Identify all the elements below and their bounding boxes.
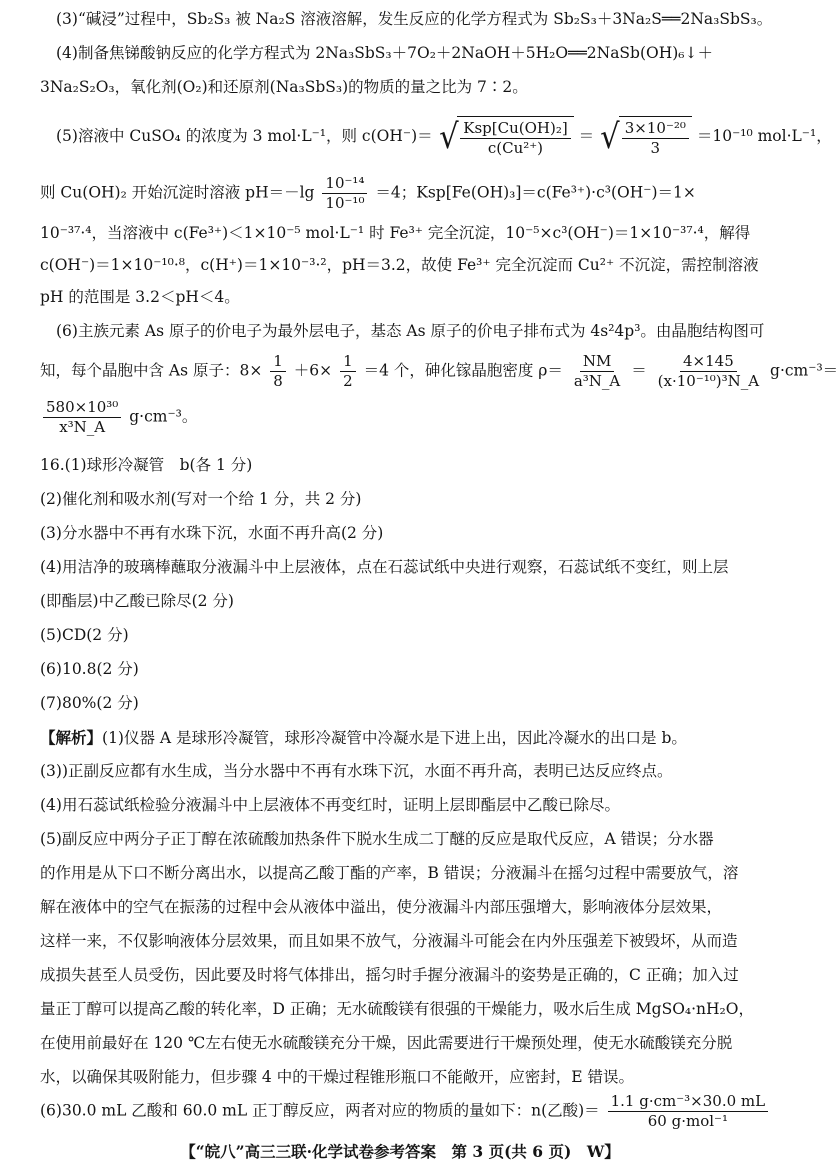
analysis-4: (4)用石蕊试纸检验分液漏斗中上层液体不再变红时，证明上层即酯层中乙酸已除尽。 bbox=[40, 796, 620, 814]
denominator: (x·10⁻¹⁰)³N_A bbox=[657, 371, 760, 390]
denominator: 8 bbox=[273, 371, 283, 390]
denominator: 60 g·mol⁻¹ bbox=[647, 1111, 728, 1130]
answer-6-line3 bbox=[40, 398, 752, 437]
analysis-5-line5: 成损失甚至人员受伤，因此要及时将气体排出，摇匀时手握分液漏斗的姿势是正确的，C 正确；加入过 bbox=[40, 966, 739, 984]
numerator: 4×145 bbox=[680, 352, 737, 372]
analysis-5-line2: 的作用是从下口不断分离出水，以提高乙酸丁酯的产率，B 错误；分液漏斗在摇匀过程中需要放气，溶 bbox=[40, 864, 739, 882]
q16-answer-1: 16.(1)球形冷凝管 b(各 1 分) bbox=[40, 456, 253, 474]
fraction bbox=[322, 174, 367, 213]
numerator: 1 bbox=[340, 352, 356, 372]
answer-4-line1: (4)制备焦锑酸钠反应的化学方程式为 2Na₃SbS₃＋7O₂＋2NaOH＋5H₂O══2NaSb(OH)₆↓＋ bbox=[56, 44, 713, 62]
q16-answer-6: (6)10.8(2 分) bbox=[40, 660, 139, 678]
text-segment: (5)溶液中 CuSO₄ 的浓度为 3 mol·L⁻¹，则 c(OH⁻)＝ bbox=[56, 126, 433, 145]
answer-5-line4: c(OH⁻)＝1×10⁻¹⁰·⁸，c(H⁺)＝1×10⁻³·²，pH＝3.2，故使 Fe³⁺ 完全沉淀而 Cu²⁺ 不沉淀，需控制溶液 bbox=[40, 256, 759, 274]
q16-answer-7: (7)80%(2 分) bbox=[40, 694, 139, 712]
numerator: NM bbox=[580, 352, 614, 372]
equals: ＝ bbox=[578, 126, 595, 145]
q16-answer-4-line2: (即酯层)中乙酸已除尽(2 分) bbox=[40, 592, 234, 610]
analysis-3: (3))正副反应都有水生成，当分水器中不再有水珠下沉，水面不再升高，表明已达反应终点。 bbox=[40, 762, 673, 780]
numerator: 10⁻¹⁴ bbox=[322, 174, 367, 194]
analysis-1 bbox=[40, 726, 752, 750]
denominator: 10⁻¹⁰ bbox=[325, 193, 365, 212]
analysis-label: 【解析】 bbox=[40, 728, 103, 747]
text-segment: 知，每个晶胞中含 As 原子：8× bbox=[40, 361, 263, 380]
numerator: 580×10³⁰ bbox=[43, 398, 121, 418]
text-segment: ＋6× bbox=[293, 361, 333, 380]
numerator: 3×10⁻²⁰ bbox=[622, 119, 689, 139]
text-segment: g·cm⁻³。 bbox=[129, 407, 198, 426]
answer-5-line2 bbox=[40, 174, 752, 213]
answer-5-line1 bbox=[56, 116, 832, 158]
text-segment: ＝10⁻¹⁰ mol·L⁻¹， bbox=[696, 126, 832, 145]
fraction bbox=[460, 119, 570, 158]
numerator: 1 bbox=[270, 352, 286, 372]
denominator: c(Cu²⁺) bbox=[487, 138, 544, 157]
q16-answer-5: (5)CD(2 分) bbox=[40, 626, 129, 644]
q16-answer-4-line1: (4)用洁净的玻璃棒蘸取分液漏斗中上层液体，点在石蕊试纸中央进行观察，石蕊试纸不变红，则上层 bbox=[40, 558, 729, 576]
analysis-5-line6: 量正丁醇可以提高乙酸的转化率，D 正确；无水硫酸镁有很强的干燥能力，吸水后生成 MgSO₄·nH₂O， bbox=[40, 1000, 754, 1018]
answer-6-line1: (6)主族元素 As 原子的价电子为最外层电子，基态 As 原子的价电子排布式为 4s²4p³。由晶胞结构图可 bbox=[56, 322, 765, 340]
sqrt-expression: √ $\frac{\text{Ksp[Cu(OH)₂]}}{\text{c(Cu²⁺)}}$ bbox=[438, 116, 574, 158]
denominator: a³N_A bbox=[573, 371, 621, 390]
text-segment: ＝4；Ksp[Fe(OH)₃]＝c(Fe³⁺)·c³(OH⁻)＝1× bbox=[375, 183, 696, 202]
text-segment: (1)仪器 A 是球形冷凝管，球形冷凝管中冷凝水是下进上出，因此冷凝水的出口是 b。 bbox=[102, 729, 687, 747]
q16-answer-2: (2)催化剂和吸水剂(写对一个给 1 分，共 2 分) bbox=[40, 490, 362, 508]
answer-6-line2 bbox=[40, 352, 838, 391]
fraction bbox=[571, 352, 623, 391]
analysis-6-line1 bbox=[40, 1092, 766, 1131]
analysis-5-line8: 水，以确保其吸附能力，但步骤 4 中的干燥过程锥形瓶口不能敞开，应密封，E 错误。 bbox=[40, 1068, 634, 1086]
answer-5-line3: 10⁻³⁷·⁴，当溶液中 c(Fe³⁺)＜1×10⁻⁵ mol·L⁻¹ 时 Fe³⁺ 完全沉淀，10⁻⁵×c³(OH⁻)＝1×10⁻³⁷·⁴，解得 bbox=[40, 224, 751, 242]
sqrt-expression: √ $\frac{\text{3×10⁻²⁰}}{3}$ bbox=[599, 116, 692, 158]
q16-answer-3: (3)分水器中不再有水珠下沉，水面不再升高(2 分) bbox=[40, 524, 384, 542]
analysis-5-line7: 在使用前最好在 120 ℃左右使无水硫酸镁充分干燥，因此需要进行干燥预处理，使无水硫酸镁充分脱 bbox=[40, 1034, 733, 1052]
analysis-5-line3: 解在液体中的空气在振荡的过程中会从液体中溢出，使分液漏斗内部压强增大，影响液体分层效果， bbox=[40, 898, 723, 916]
fraction bbox=[270, 352, 286, 391]
analysis-5-line4: 这样一来，不仅影响液体分层效果，而且如果不放气，分液漏斗可能会在内外压强差下被毁坏，从而造 bbox=[40, 932, 738, 950]
fraction bbox=[655, 352, 762, 391]
denominator: 3 bbox=[650, 138, 661, 157]
denominator: 2 bbox=[343, 371, 353, 390]
numerator: Ksp[Cu(OH)₂] bbox=[460, 119, 570, 139]
fraction bbox=[340, 352, 356, 391]
answer-4-line2: 3Na₂S₂O₃，氧化剂(O₂)和还原剂(Na₃SbS₃)的物质的量之比为 7∶2。 bbox=[40, 78, 528, 96]
page-footer: 【“皖八”高三三联·化学试卷参考答案 第 3 页(共 6 页) W】 bbox=[180, 1142, 620, 1161]
numerator: 1.1 g·cm⁻³×30.0 mL bbox=[608, 1092, 768, 1112]
text-segment: g·cm⁻³＝ bbox=[770, 361, 838, 380]
fraction bbox=[622, 119, 689, 158]
fraction bbox=[43, 398, 121, 437]
text-segment: 则 Cu(OH)₂ 开始沉淀时溶液 pH＝－lg bbox=[40, 183, 315, 202]
fraction bbox=[608, 1092, 768, 1131]
text-segment: (6)30.0 mL 乙酸和 60.0 mL 正丁醇反应，两者对应的物质的量如下：n(乙酸)＝ bbox=[40, 1101, 600, 1120]
answer-5-line5: pH 的范围是 3.2＜pH＜4。 bbox=[40, 288, 240, 306]
denominator: x³N_A bbox=[59, 417, 106, 436]
equals: ＝ bbox=[631, 361, 647, 380]
answer-3: (3)“碱浸”过程中，Sb₂S₃ 被 Na₂S 溶液溶解，发生反应的化学方程式为 Sb₂S₃＋3Na₂S══2Na₃SbS₃。 bbox=[56, 10, 773, 28]
analysis-5-line1: (5)副反应中两分子正丁醇在浓硫酸加热条件下脱水生成二丁醚的反应是取代反应，A 错误；分水器 bbox=[40, 830, 714, 848]
text-segment: ＝4 个，砷化镓晶胞密度 ρ＝ bbox=[363, 361, 563, 380]
